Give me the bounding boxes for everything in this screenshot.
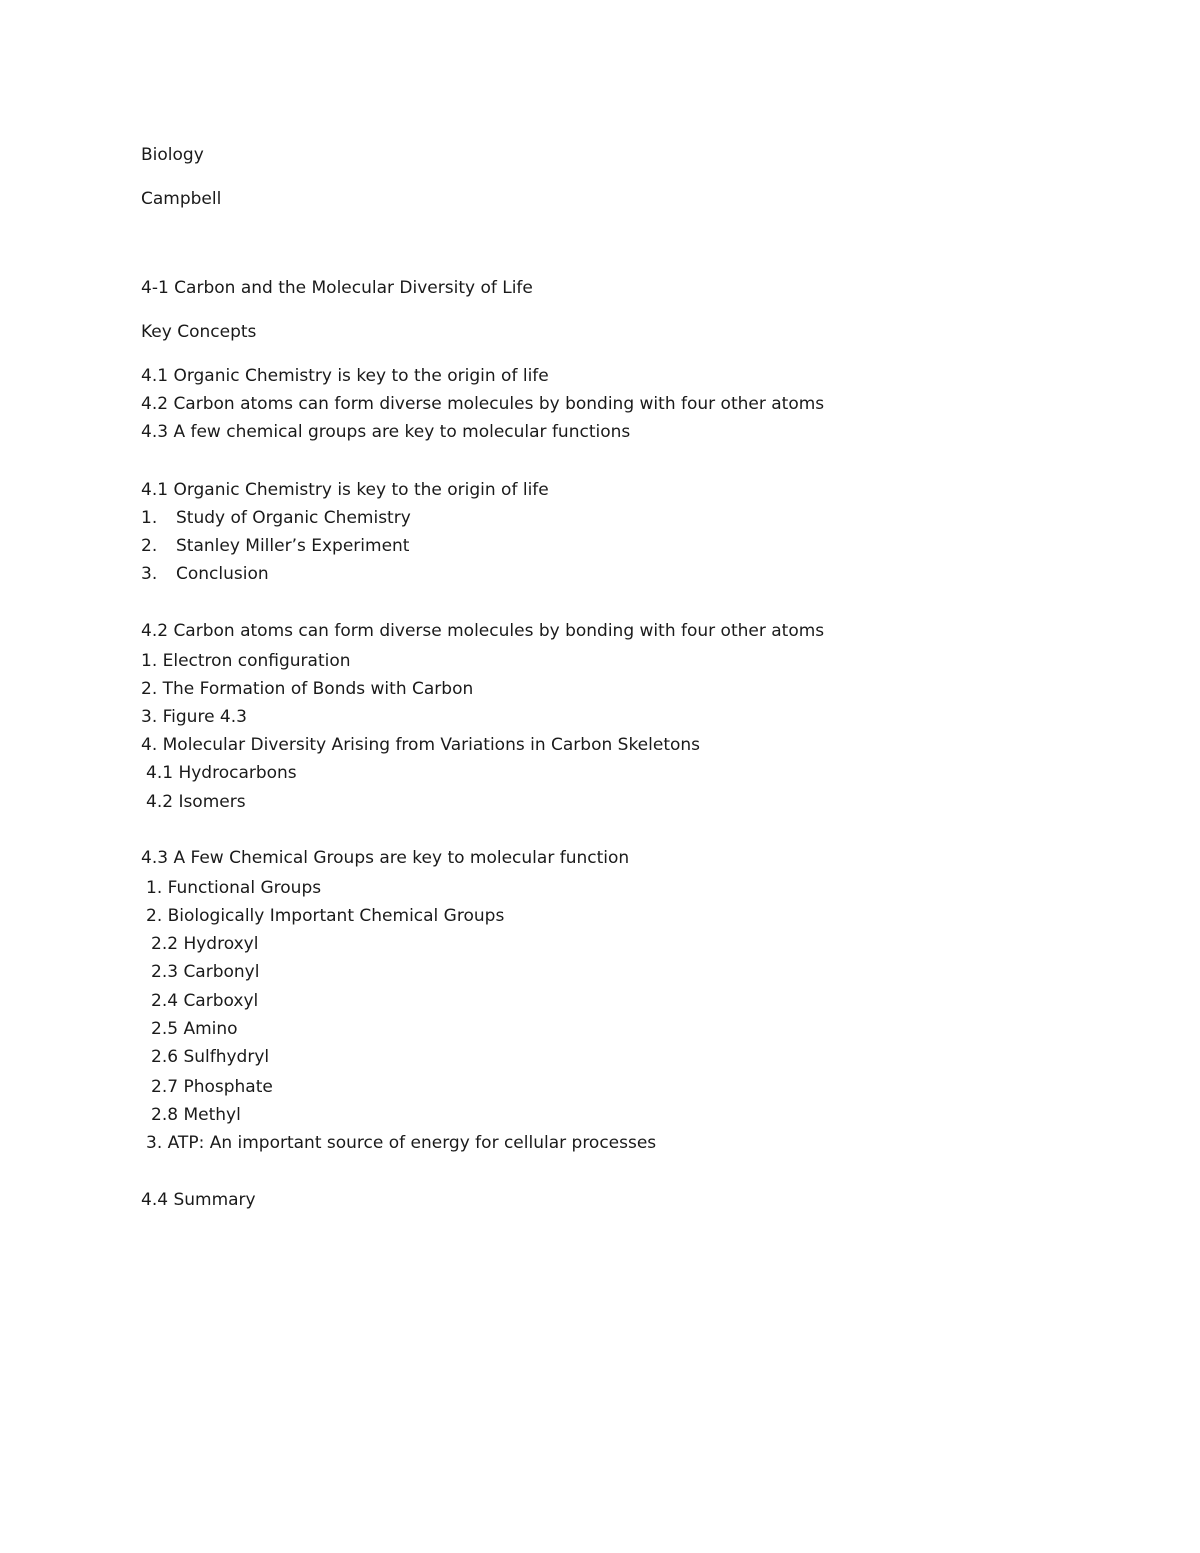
list-number: 3. bbox=[141, 564, 158, 584]
sub-list-item: 4.1 Hydrocarbons bbox=[146, 763, 297, 783]
list-item: 3. Figure 4.3 bbox=[141, 707, 247, 727]
sub-list-item: 2.5 Amino bbox=[151, 1019, 238, 1039]
list-item: 1. Electron configuration bbox=[141, 651, 351, 671]
list-text: Study of Organic Chemistry bbox=[176, 508, 411, 528]
section-heading-4-4: 4.4 Summary bbox=[141, 1190, 256, 1210]
section-heading-4-2: 4.2 Carbon atoms can form diverse molecules by bonding with four other atoms bbox=[141, 621, 825, 641]
list-number: 1. bbox=[141, 508, 158, 528]
list-number: 2. bbox=[141, 536, 158, 556]
list-text: Stanley Miller’s Experiment bbox=[176, 536, 410, 556]
section-heading-4-1: 4.1 Organic Chemistry is key to the origin of life bbox=[141, 480, 549, 500]
sub-list-item: 2.2 Hydroxyl bbox=[151, 934, 259, 954]
list-item: 2. Biologically Important Chemical Groups bbox=[146, 906, 505, 926]
list-item: 3. ATP: An important source of energy for cellular processes bbox=[146, 1133, 657, 1153]
key-concept-item: 4.3 A few chemical groups are key to molecular functions bbox=[141, 422, 631, 442]
numbered-list-item bbox=[141, 563, 269, 585]
list-item: 2. The Formation of Bonds with Carbon bbox=[141, 679, 474, 699]
sub-list-item: 2.6 Sulfhydryl bbox=[151, 1047, 270, 1067]
chapter-title: 4-1 Carbon and the Molecular Diversity of Life bbox=[141, 278, 533, 298]
sub-list-item: 2.8 Methyl bbox=[151, 1105, 241, 1125]
key-concepts-heading: Key Concepts bbox=[141, 322, 257, 342]
section-heading-4-3: 4.3 A Few Chemical Groups are key to molecular function bbox=[141, 848, 630, 868]
key-concept-item: 4.2 Carbon atoms can form diverse molecules by bonding with four other atoms bbox=[141, 394, 825, 414]
numbered-list-item bbox=[141, 535, 409, 557]
sub-list-item: 2.3 Carbonyl bbox=[151, 962, 260, 982]
sub-list-item: 4.2 Isomers bbox=[146, 792, 246, 812]
numbered-list-item bbox=[141, 507, 411, 529]
document-author: Campbell bbox=[141, 189, 222, 209]
list-item: 4. Molecular Diversity Arising from Variations in Carbon Skeletons bbox=[141, 735, 701, 755]
sub-list-item: 2.4 Carboxyl bbox=[151, 991, 259, 1011]
key-concept-item: 4.1 Organic Chemistry is key to the origin of life bbox=[141, 366, 549, 386]
document-subject: Biology bbox=[141, 145, 204, 165]
list-text: Conclusion bbox=[176, 564, 269, 584]
list-item: 1. Functional Groups bbox=[146, 878, 322, 898]
sub-list-item: 2.7 Phosphate bbox=[151, 1077, 273, 1097]
